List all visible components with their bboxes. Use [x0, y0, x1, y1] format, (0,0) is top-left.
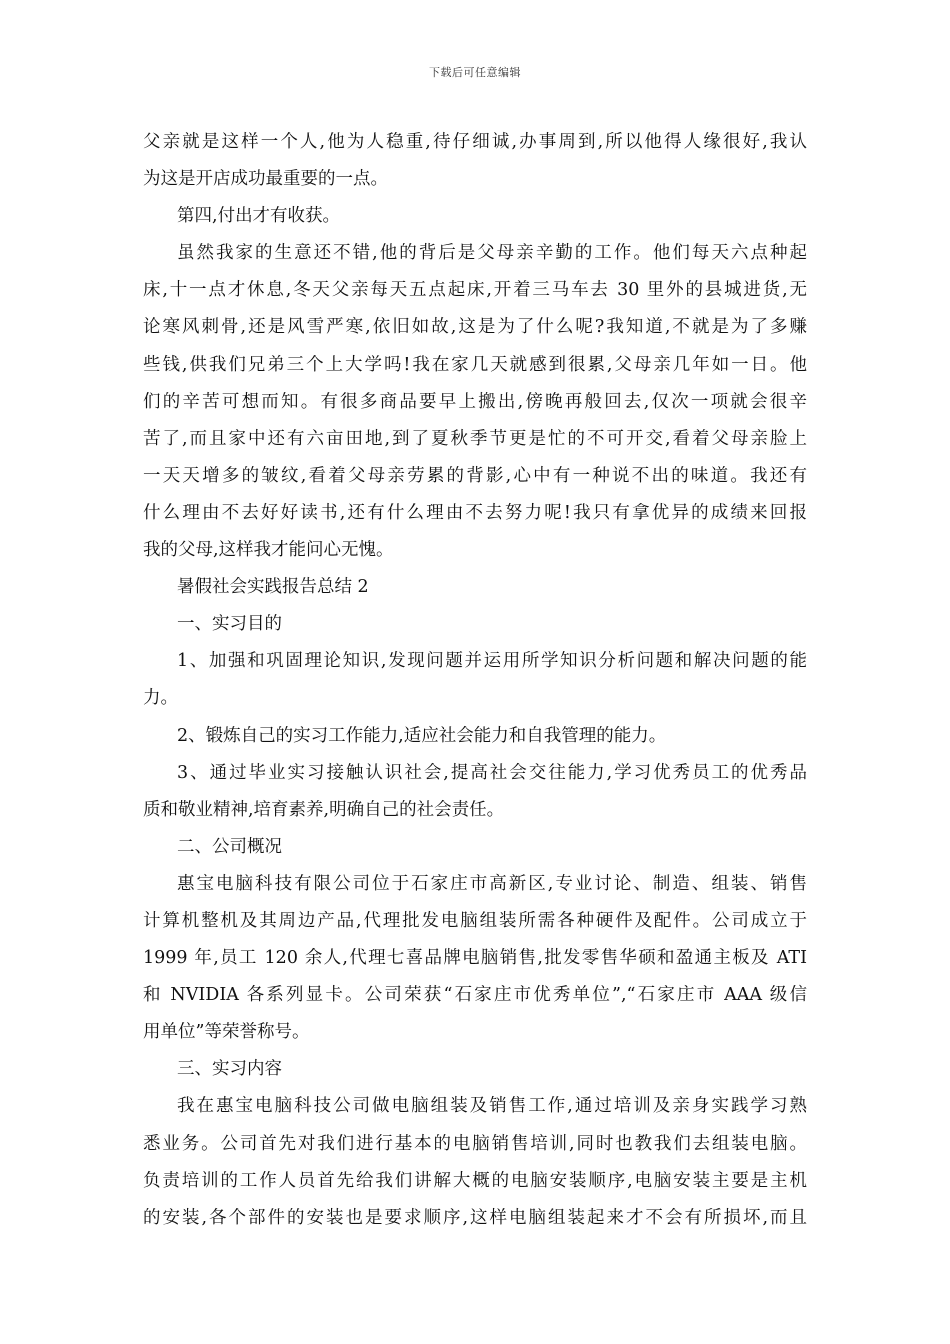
text-line: 1999 年,员工 120 余人,代理七喜品牌电脑销售,批发零售华硕和盈通主板及 ATI [143, 948, 807, 969]
text-line: 们的辛苦可想而知。有很多商品要早上搬出,傍晚再般回去,仅次一项就会很辛 [143, 391, 807, 412]
text-line: 虽然我家的生意还不错,他的背后是父母亲辛勤的工作。他们每天六点种起 [177, 243, 807, 264]
text-line: 什么理由不去好好读书,还有什么理由不去努力呢!我只有拿优异的成绩来回报 [143, 502, 807, 523]
page-header: 下载后可任意编辑 [429, 66, 521, 79]
text-line: 的安装,各个部件的安装也是要求顺序,这样电脑组装起来才不会有所损坏,而且 [143, 1207, 807, 1228]
text-line: 些钱,供我们兄弟三个上大学吗!我在家几天就感到很累,父母亲几年如一日。他 [143, 354, 807, 375]
text-line: 一天天增多的皱纹,看着父母亲劳累的背影,心中有一种说不出的味道。我还有 [143, 465, 807, 486]
text-line: 苦了,而且家中还有六亩田地,到了夏秋季节更是忙的不可开交,看着父母亲脸上 [143, 428, 807, 449]
text-line: 质和敬业精神,培育素养,明确自己的社会责任。 [143, 799, 505, 820]
text-line: 负责培训的工作人员首先给我们讲解大概的电脑安装顺序,电脑安装主要是主机 [143, 1170, 807, 1191]
text-line: 论寒风刺骨,还是风雪严寒,依旧如故,这是为了什么呢?我知道,不就是为了多赚 [143, 317, 807, 338]
text-line: 父亲就是这样一个人,他为人稳重,待仔细诚,办事周到,所以他得人缘很好,我认 [143, 132, 807, 152]
text-line: 一、实习目的 [177, 614, 282, 635]
document-body [143, 124, 807, 1237]
text-line: 二、公司概况 [177, 836, 282, 857]
text-line: 惠宝电脑科技有限公司位于石家庄市高新区,专业讨论、制造、组装、销售 [177, 873, 807, 894]
text-line: 计算机整机及其周边产品,代理批发电脑组装所需各种硬件及配件。公司成立于 [143, 910, 807, 931]
text-line: 第四,付出才有收获。 [177, 206, 341, 227]
text-line: 1、加强和巩固理论知识,发现问题并运用所学知识分析问题和解决问题的能 [177, 651, 807, 672]
text-line: 我的父母,这样我才能问心无愧。 [143, 540, 394, 561]
text-line: 暑假社会实践报告总结 2 [177, 577, 369, 598]
text-line: 3、通过毕业实习接触认识社会,提高社会交往能力,学习优秀员工的优秀品 [177, 762, 807, 783]
text-line: 2、锻炼自己的实习工作能力,适应社会能力和自我管理的能力。 [177, 725, 667, 746]
text-line: 用单位”等荣誉称号。 [143, 1022, 310, 1043]
text-line: 我在惠宝电脑科技公司做电脑组装及销售工作,通过培训及亲身实践学习熟 [177, 1096, 807, 1117]
text-line: 和 NVIDIA 各系列显卡。公司荣获“石家庄市优秀单位”,“石家庄市 AAA 级信 [143, 985, 807, 1006]
text-line: 悉业务。公司首先对我们进行基本的电脑销售培训,同时也教我们去组装电脑。 [143, 1133, 807, 1154]
text-line: 力。 [143, 688, 178, 709]
text-line: 三、实习内容 [177, 1059, 282, 1080]
text-line: 为这是开店成功最重要的一点。 [143, 169, 388, 190]
text-line: 床,十一点才休息,冬天父亲每天五点起床,开着三马车去 30 里外的县城进货,无 [143, 280, 807, 301]
